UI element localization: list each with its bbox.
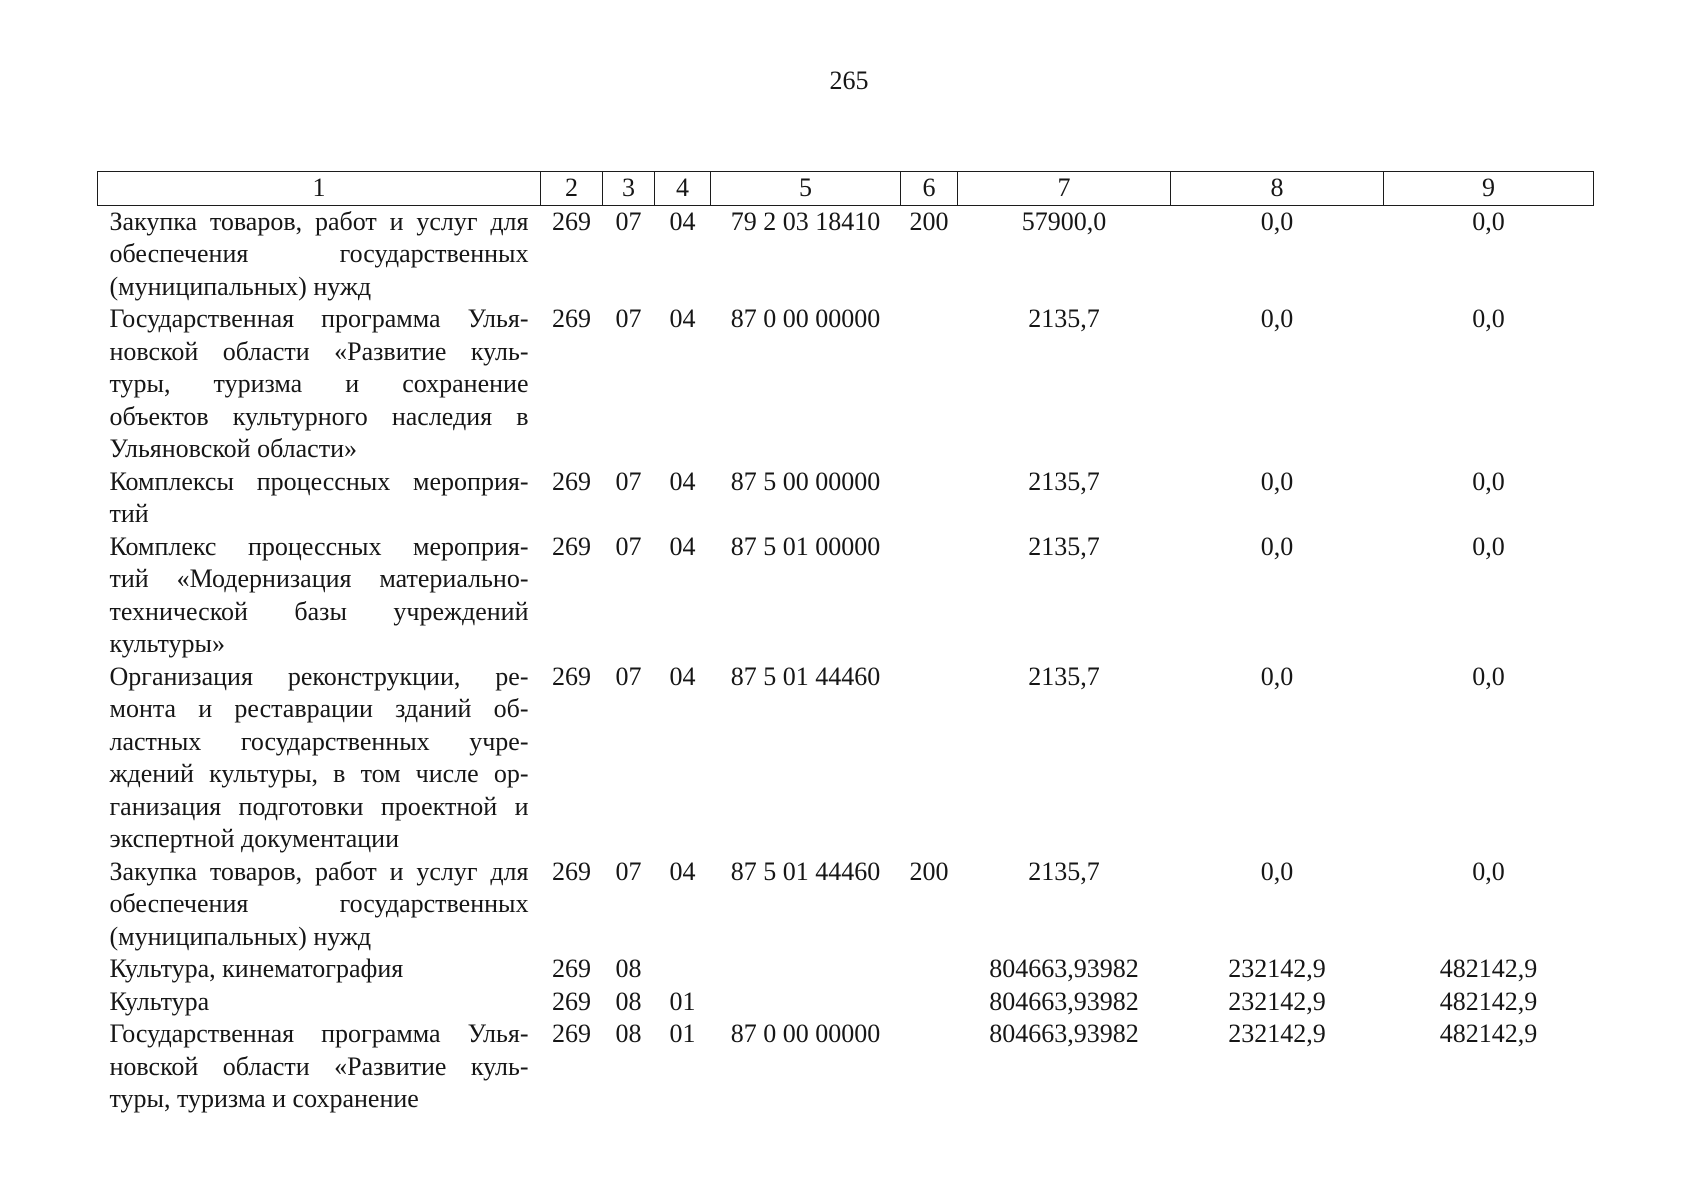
column-header: 9 bbox=[1384, 172, 1594, 206]
column-header: 4 bbox=[655, 172, 711, 206]
table-row bbox=[98, 1018, 1594, 1116]
expense-type-cell bbox=[901, 661, 958, 856]
table-row bbox=[98, 953, 1594, 986]
amount-year3-cell: 0,0 bbox=[1472, 531, 1505, 561]
amount-year3-cell: 0,0 bbox=[1472, 206, 1505, 236]
section-cell: 08 bbox=[615, 954, 642, 983]
target-article-cell bbox=[711, 986, 901, 1019]
amount-year3-cell: 482142,9 bbox=[1439, 986, 1538, 1016]
expense-type-cell bbox=[901, 953, 958, 986]
column-header: 3 bbox=[603, 172, 655, 206]
table-row bbox=[98, 661, 1594, 856]
expense-name-line: обеспечения государственных bbox=[109, 239, 529, 268]
column-header: 6 bbox=[901, 172, 958, 206]
expense-name-line: экспертной документации bbox=[109, 824, 400, 853]
amount-year1-cell: 2135,7 bbox=[1028, 856, 1100, 886]
expense-name-line: Ульяновской области» bbox=[109, 434, 357, 463]
expense-name-line: туры, туризма и сохранение bbox=[109, 369, 529, 398]
grbs-cell: 269 bbox=[552, 661, 591, 691]
section-cell: 07 bbox=[615, 206, 642, 236]
expense-name-line: (муниципальных) нужд bbox=[109, 271, 372, 301]
target-article-cell: 87 5 01 44460 bbox=[730, 661, 881, 691]
expense-name-line: ластных государственных учре- bbox=[109, 726, 529, 756]
amount-year2-cell: 232142,9 bbox=[1228, 986, 1326, 1016]
expense-name-line: Организация реконструкции, ре- bbox=[109, 661, 529, 691]
expense-name-cell bbox=[98, 303, 541, 466]
expense-name-line: обеспечения государственных bbox=[109, 889, 529, 918]
amount-year1-cell: 2135,7 bbox=[1028, 466, 1100, 496]
expense-name-line: культуры» bbox=[109, 629, 225, 658]
expense-name-line: (муниципальных) нужд bbox=[109, 921, 372, 951]
expense-name-line: Государственная программа Улья- bbox=[109, 1019, 529, 1048]
table-row bbox=[98, 303, 1594, 466]
table-body bbox=[98, 205, 1594, 1116]
amount-year2-cell: 0,0 bbox=[1260, 531, 1294, 561]
column-header: 2 bbox=[541, 172, 603, 206]
target-article-cell: 79 2 03 18410 bbox=[730, 206, 881, 236]
amount-year3-cell: 0,0 bbox=[1472, 466, 1505, 496]
expense-name-line: Культура bbox=[109, 986, 210, 1016]
expense-name-line: Комплекс процессных мероприя- bbox=[109, 531, 529, 561]
budget-table bbox=[97, 171, 1594, 1116]
subsection-cell bbox=[655, 953, 711, 986]
expense-name-cell bbox=[98, 661, 541, 856]
amount-year3-cell: 0,0 bbox=[1472, 304, 1505, 333]
amount-year2-cell: 0,0 bbox=[1260, 206, 1294, 236]
expense-name-cell bbox=[98, 986, 541, 1019]
expense-name-line: объектов культурного наследия в bbox=[109, 401, 529, 431]
table-row bbox=[98, 531, 1594, 661]
subsection-cell: 01 bbox=[669, 986, 696, 1016]
target-article-cell: 87 5 00 00000 bbox=[730, 466, 881, 496]
expense-name-line: монта и реставрации зданий об- bbox=[109, 694, 529, 723]
expense-name-line: Комплексы процессных мероприя- bbox=[109, 466, 529, 496]
expense-name-line: тий «Модернизация материально- bbox=[109, 564, 529, 593]
target-article-cell: 87 0 00 00000 bbox=[730, 1019, 881, 1048]
amount-year1-cell: 804663,93982 bbox=[989, 986, 1139, 1016]
expense-type-cell bbox=[901, 531, 958, 661]
section-cell: 07 bbox=[615, 856, 642, 886]
section-cell: 08 bbox=[615, 1019, 642, 1048]
amount-year2-cell: 0,0 bbox=[1260, 856, 1294, 886]
column-header: 1 bbox=[98, 172, 541, 206]
expense-name-line: ждений культуры, в том числе ор- bbox=[109, 759, 529, 788]
expense-name-line: новской области «Развитие куль- bbox=[109, 1051, 529, 1081]
amount-year3-cell: 482142,9 bbox=[1439, 1019, 1538, 1048]
amount-year1-cell: 804663,93982 bbox=[989, 1019, 1139, 1048]
expense-name-line: туры, туризма и сохранение bbox=[109, 1084, 419, 1113]
amount-year1-cell: 2135,7 bbox=[1028, 661, 1100, 691]
expense-type-cell bbox=[901, 466, 958, 531]
expense-name-line: технической базы учреждений bbox=[109, 596, 529, 626]
column-header: 8 bbox=[1171, 172, 1384, 206]
expense-name-line: Государственная программа Улья- bbox=[109, 304, 529, 333]
grbs-cell: 269 bbox=[552, 986, 591, 1016]
section-cell: 07 bbox=[615, 466, 642, 496]
expense-name-line: новской области «Развитие куль- bbox=[109, 336, 529, 366]
target-article-cell: 87 5 01 44460 bbox=[730, 856, 881, 886]
target-article-cell: 87 0 00 00000 bbox=[730, 304, 881, 333]
amount-year1-cell: 2135,7 bbox=[1028, 304, 1100, 333]
expense-name-cell bbox=[98, 531, 541, 661]
column-number-header bbox=[98, 172, 1594, 206]
amount-year3-cell: 0,0 bbox=[1472, 856, 1505, 886]
subsection-cell: 04 bbox=[669, 206, 696, 236]
expense-name-cell bbox=[98, 466, 541, 531]
amount-year2-cell: 232142,9 bbox=[1228, 954, 1326, 983]
grbs-cell: 269 bbox=[552, 954, 591, 983]
table-row bbox=[98, 986, 1594, 1019]
section-cell: 08 bbox=[615, 986, 642, 1016]
column-header: 7 bbox=[958, 172, 1171, 206]
section-cell: 07 bbox=[615, 304, 642, 333]
target-article-cell bbox=[711, 953, 901, 986]
expense-name-cell bbox=[98, 953, 541, 986]
column-header: 5 bbox=[711, 172, 901, 206]
expense-name-cell bbox=[98, 856, 541, 954]
amount-year1-cell: 804663,93982 bbox=[989, 954, 1139, 983]
expense-name-line: Закупка товаров, работ и услуг для bbox=[109, 856, 529, 886]
grbs-cell: 269 bbox=[552, 304, 591, 333]
grbs-cell: 269 bbox=[552, 531, 591, 561]
section-cell: 07 bbox=[615, 531, 642, 561]
amount-year1-cell: 57900,0 bbox=[1021, 206, 1107, 236]
subsection-cell: 04 bbox=[669, 661, 696, 691]
amount-year2-cell: 0,0 bbox=[1260, 466, 1294, 496]
expense-type-cell bbox=[901, 1018, 958, 1116]
amount-year2-cell: 232142,9 bbox=[1228, 1019, 1326, 1048]
subsection-cell: 04 bbox=[669, 856, 696, 886]
grbs-cell: 269 bbox=[552, 206, 591, 236]
expense-name-line: тий bbox=[109, 499, 149, 528]
expense-type-cell: 200 bbox=[909, 206, 949, 236]
grbs-cell: 269 bbox=[552, 1019, 591, 1048]
amount-year1-cell: 2135,7 bbox=[1028, 531, 1100, 561]
subsection-cell: 04 bbox=[669, 466, 696, 496]
page-number: 265 bbox=[829, 66, 869, 95]
section-cell: 07 bbox=[615, 661, 642, 691]
table-row bbox=[98, 205, 1594, 303]
expense-type-cell: 200 bbox=[909, 856, 949, 886]
amount-year2-cell: 0,0 bbox=[1260, 304, 1294, 333]
expense-type-cell bbox=[901, 986, 958, 1019]
table-row bbox=[98, 856, 1594, 954]
amount-year3-cell: 482142,9 bbox=[1439, 954, 1538, 983]
subsection-cell: 01 bbox=[669, 1019, 696, 1048]
expense-type-cell bbox=[901, 303, 958, 466]
amount-year2-cell: 0,0 bbox=[1260, 661, 1294, 691]
subsection-cell: 04 bbox=[669, 304, 696, 333]
expense-name-line: Закупка товаров, работ и услуг для bbox=[109, 206, 529, 236]
amount-year3-cell: 0,0 bbox=[1472, 661, 1505, 691]
expense-name-cell bbox=[98, 1018, 541, 1116]
target-article-cell: 87 5 01 00000 bbox=[730, 531, 881, 561]
expense-name-cell bbox=[98, 205, 541, 303]
subsection-cell: 04 bbox=[669, 531, 696, 561]
table-row bbox=[98, 466, 1594, 531]
expense-name-line: ганизация подготовки проектной и bbox=[109, 791, 529, 821]
expense-name-line: Культура, кинематография bbox=[109, 954, 404, 983]
grbs-cell: 269 bbox=[552, 856, 591, 886]
grbs-cell: 269 bbox=[552, 466, 591, 496]
